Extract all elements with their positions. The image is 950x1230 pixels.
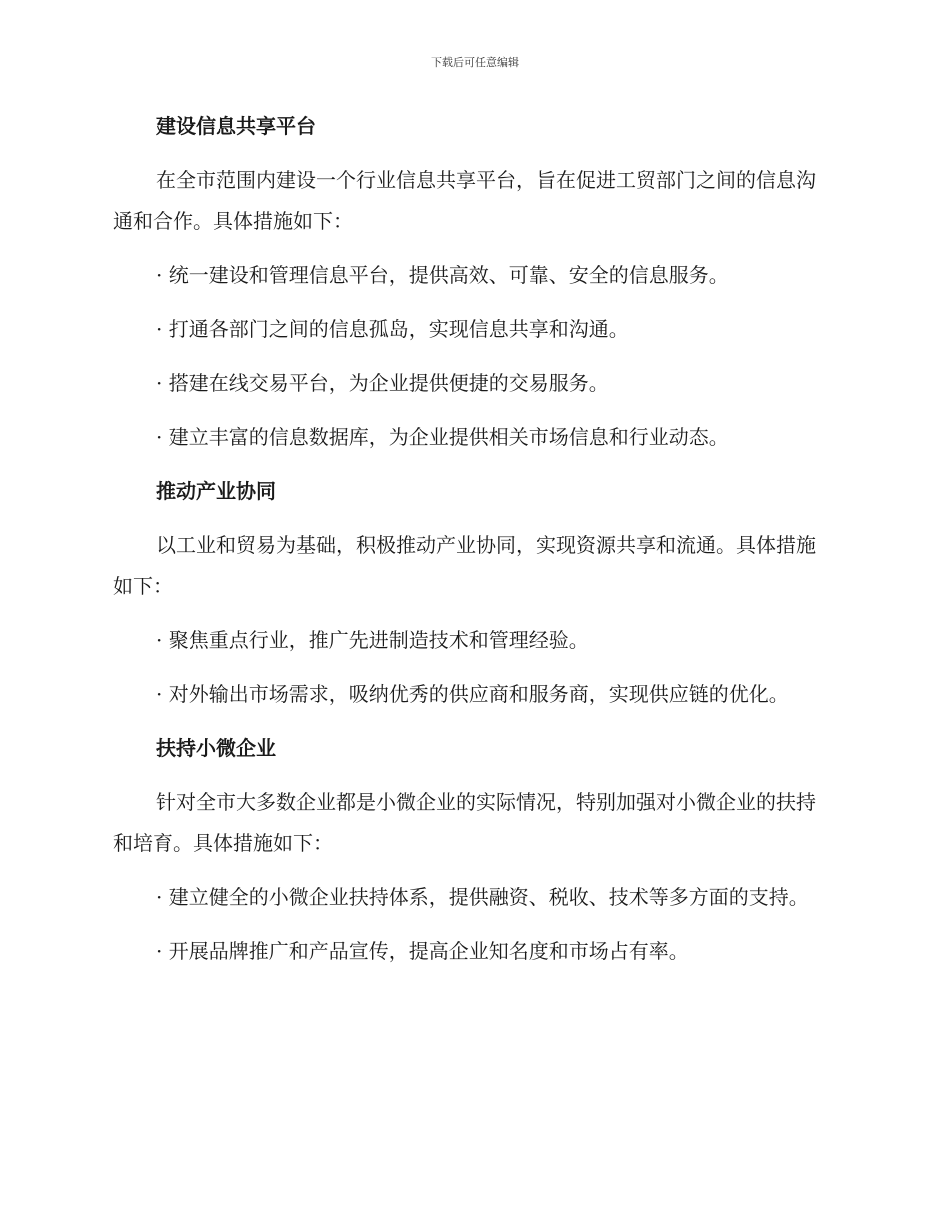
section-heading: 扶持小微企业	[156, 736, 276, 760]
list-item: · 统一建设和管理信息平台，提供高效、可靠、安全的信息服务。	[156, 263, 729, 287]
list-item: · 搭建在线交易平台，为企业提供便捷的交易服务。	[156, 371, 609, 395]
section-intro: 在全市范围内建设一个行业信息共享平台，旨在促进工贸部门之间的信息沟通和合作。具体措施如下：	[113, 168, 816, 233]
section-intro: 针对全市大多数企业都是小微企业的实际情况，特别加强对小微企业的扶持和培育。具体措施如下：	[113, 790, 816, 855]
section-intro: 以工业和贸易为基础，积极推动产业协同，实现资源共享和流通。具体措施如下：	[113, 533, 816, 598]
page-header: 下载后可任意编辑	[431, 56, 519, 69]
section-info-sharing-platform	[113, 106, 833, 458]
list-item: · 聚焦重点行业，推广先进制造技术和管理经验。	[156, 628, 589, 652]
document-body	[113, 106, 833, 985]
list-item: · 打通各部门之间的信息孤岛，实现信息共享和沟通。	[156, 317, 629, 341]
list-item: · 建立健全的小微企业扶持体系，提供融资、税收、技术等多方面的支持。	[156, 885, 809, 909]
section-heading: 建设信息共享平台	[156, 114, 316, 138]
section-small-business-support	[113, 728, 833, 972]
section-heading: 推动产业协同	[156, 479, 276, 503]
list-item: · 对外输出市场需求，吸纳优秀的供应商和服务商，实现供应链的优化。	[156, 682, 789, 706]
section-industry-synergy	[113, 471, 833, 715]
list-item: · 开展品牌推广和产品宣传，提高企业知名度和市场占有率。	[156, 939, 689, 963]
list-item: · 建立丰富的信息数据库，为企业提供相关市场信息和行业动态。	[156, 425, 729, 449]
